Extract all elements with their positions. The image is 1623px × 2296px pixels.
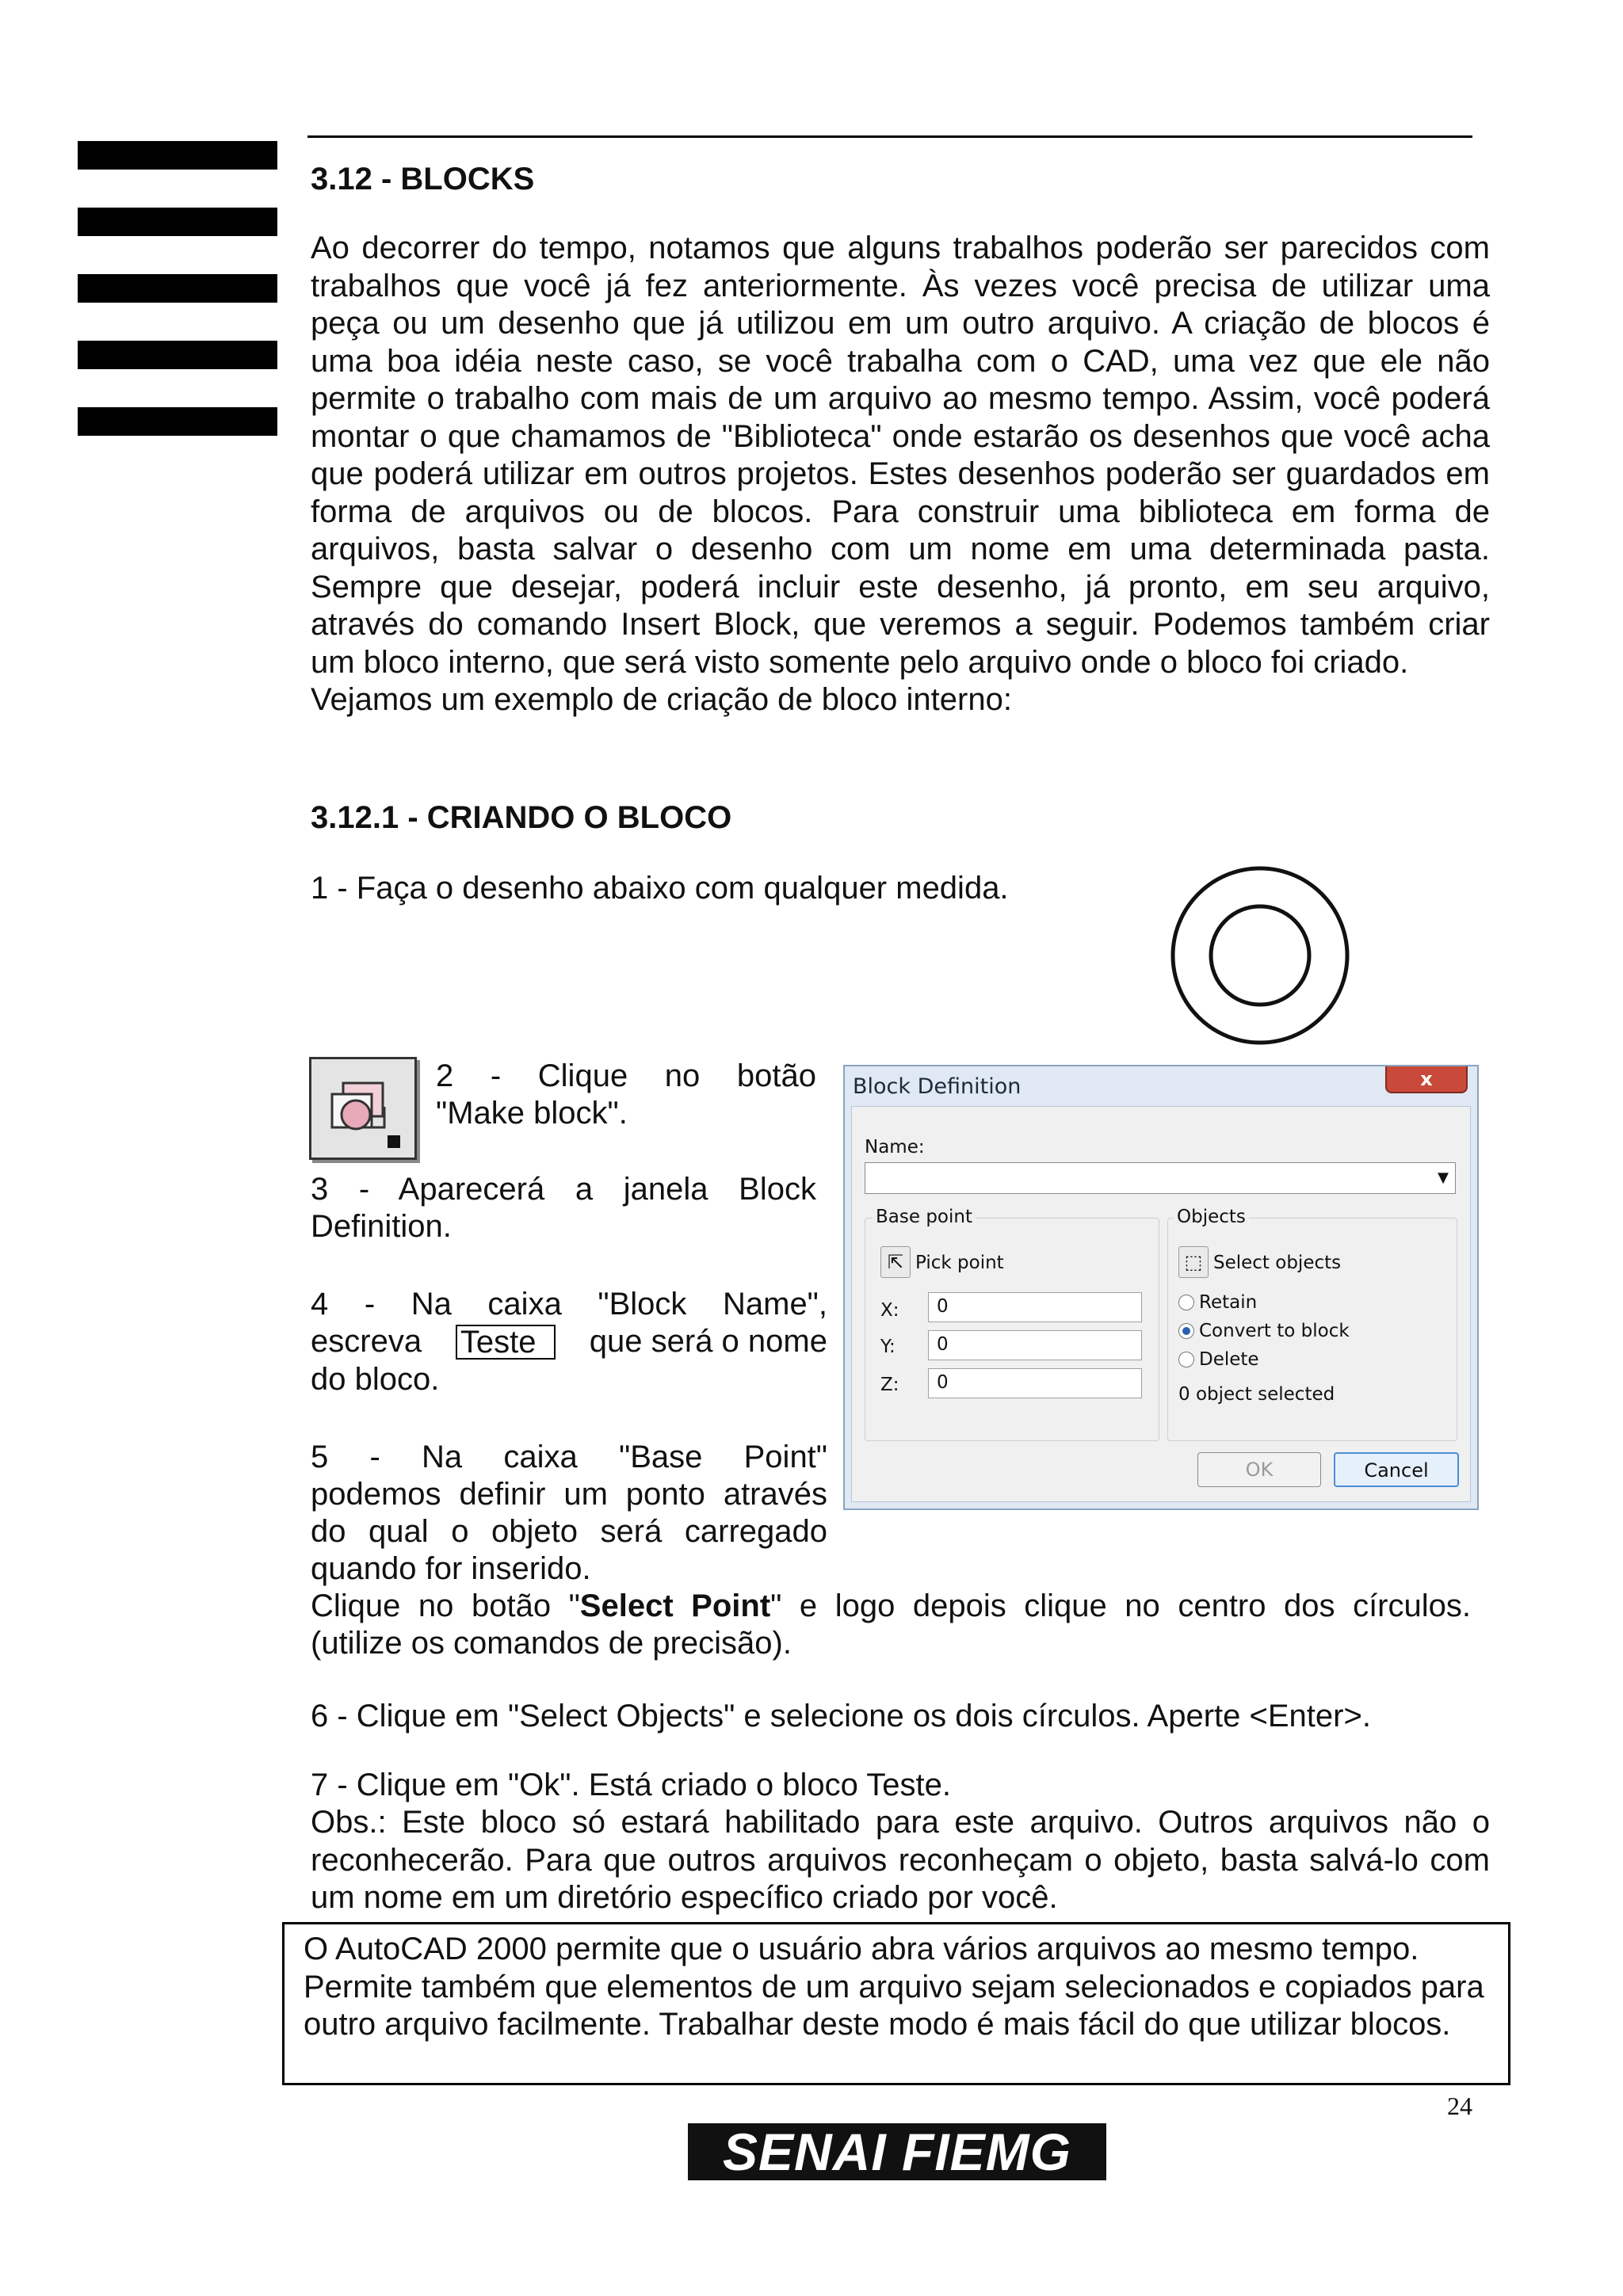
step-5-continuation [311, 1588, 1471, 1626]
select-objects-button[interactable] [1178, 1246, 1209, 1278]
intro-paragraph: Ao decorrer do tempo, notamos que alguns trabalhos poderão ser parecidos com trabalhos que você já fez anteriormente. Às vezes você precisa de utilizar uma peça ou um desenho que já utilizou em um outro arquivo. A criação de blocos é uma boa idéia neste caso, se você trabalha com o CAD, uma vez que ele não permite o trabalho com mais de um arquivo ao mesmo tempo. Assim, você poderá montar o que chamamos de "Biblioteca" onde estarão os desenhos que você acha que poderá utilizar em outros projetos. Estes desenhos poderão ser guardados em forma de arquivos ou de blocos. Para construir uma biblioteca em forma de arquivos, basta salvar o desenho com um nome em uma determinada pasta. Sempre que desejar, poderá incluir este desenho, já pronto, em seu arquivo, através do comando Insert Block, que veremos a seguir. Podemos também criar um bloco interno, que será visto somente pelo arquivo onde o bloco foi criado. [311, 231, 1490, 680]
subsection-title: 3.12.1 - CRIANDO O BLOCO [311, 800, 732, 835]
step-5-continuation-line-2: (utilize os comandos de precisão). [311, 1626, 792, 1661]
object-count: 0 object selected [1178, 1384, 1335, 1405]
convert-to-block-radio[interactable] [1178, 1321, 1350, 1341]
objects-label: Objects [1174, 1207, 1249, 1227]
select-point-bold: Select Point [579, 1589, 771, 1623]
step-4-line-3: do bloco. [311, 1362, 440, 1397]
select-objects-icon: ⬚ [1184, 1251, 1203, 1273]
step-5-cont-pre: Clique no botão " [311, 1589, 580, 1623]
step-7: 7 - Clique em "Ok". Está criado o bloco Teste. [311, 1768, 952, 1802]
step-5-line-4: quando for inserido. [311, 1551, 591, 1586]
close-button[interactable]: x [1385, 1066, 1468, 1093]
retain-label: Retain [1199, 1292, 1258, 1313]
cancel-button[interactable]: Cancel [1334, 1452, 1459, 1487]
x-label: X: [880, 1300, 899, 1321]
top-rule [307, 135, 1472, 138]
margin-bar [78, 407, 277, 436]
y-label: Y: [880, 1337, 896, 1357]
block-definition-dialog [843, 1065, 1479, 1510]
step-1: 1 - Faça o desenho abaixo com qualquer medida. [311, 871, 1009, 906]
step-4-line-2 [311, 1323, 827, 1361]
step-6: 6 - Clique em "Select Objects" e selecione os dois círculos. Aperte <Enter>. [311, 1699, 1371, 1733]
y-field[interactable]: 0 [928, 1330, 1142, 1360]
intro-text [311, 230, 1490, 719]
section-title: 3.12 - BLOCKS [311, 162, 535, 196]
dialog-body [851, 1106, 1471, 1502]
step-3-line-1: 3 - Aparecerá a janela Block [311, 1172, 816, 1207]
step-3-line-2: Definition. [311, 1209, 452, 1244]
make-block-button[interactable] [309, 1057, 417, 1160]
make-block-icon [311, 1059, 414, 1158]
page-number: 24 [1447, 2092, 1472, 2120]
base-point-label: Base point [873, 1207, 976, 1227]
radio-icon [1178, 1295, 1194, 1310]
block-name-combobox[interactable] [865, 1162, 1456, 1194]
step-2-line-2: "Make block". [436, 1096, 628, 1131]
pick-point-label: Pick point [915, 1253, 1004, 1273]
note-box: O AutoCAD 2000 permite que o usuário abra vários arquivos ao mesmo tempo. Permite também que elementos de um arquivo sejam selecionados e copiados para outro arquivo facilmente. Trabalhar deste modo é mais fácil do que utilizar blocos. [282, 1922, 1510, 2085]
retain-radio[interactable] [1178, 1292, 1257, 1313]
convert-to-block-label: Convert to block [1199, 1321, 1350, 1341]
margin-bar [78, 274, 277, 303]
step-5-line-2: podemos definir um ponto através [311, 1477, 827, 1512]
step-5-line-1: 5 - Na caixa "Base Point" [311, 1440, 827, 1474]
outer-circle [1173, 868, 1347, 1043]
delete-radio[interactable] [1178, 1349, 1259, 1370]
step-4-pre: escreva [311, 1324, 422, 1359]
z-label: Z: [880, 1375, 899, 1395]
pick-point-button[interactable] [880, 1246, 911, 1278]
ok-button[interactable]: OK [1197, 1452, 1321, 1487]
margin-bar [78, 341, 277, 369]
delete-label: Delete [1199, 1349, 1259, 1370]
select-objects-label: Select objects [1213, 1253, 1342, 1273]
dropdown-arrow-icon[interactable]: ▼ [1438, 1169, 1449, 1186]
margin-bar [78, 208, 277, 236]
name-label: Name: [865, 1137, 925, 1158]
pick-point-icon: ⇱ [887, 1251, 904, 1273]
concentric-circles-drawing [1165, 860, 1355, 1051]
block-name-example-box: Teste [456, 1325, 556, 1360]
inner-circle [1211, 906, 1309, 1005]
radio-icon [1178, 1352, 1194, 1367]
step-5-cont-post: " e logo depois clique no centro dos círculos. [770, 1589, 1471, 1623]
radio-selected-icon [1178, 1323, 1194, 1339]
step-2-line-1: 2 - Clique no botão [436, 1058, 816, 1093]
dialog-title: Block Definition [853, 1074, 1022, 1099]
step-5-line-3: do qual o objeto será carregado [311, 1514, 827, 1549]
obs-text: Obs.: Este bloco só estará habilitado para este arquivo. Outros arquivos não o reconhecerão. Para que outros arquivos reconheçam o objeto, basta salvá-lo com um nome em um diretório específico criado por você. [311, 1805, 1490, 1915]
margin-bar [78, 141, 277, 170]
step-4-post: que será o nome [589, 1324, 827, 1359]
senai-fiemg-logo: SENAI FIEMG [688, 2123, 1106, 2180]
intro-lead: Vejamos um exemplo de criação de bloco interno: [311, 682, 1012, 717]
z-field[interactable]: 0 [928, 1368, 1142, 1398]
step-4-line-1: 4 - Na caixa "Block Name", [311, 1287, 827, 1322]
x-field[interactable]: 0 [928, 1292, 1142, 1322]
